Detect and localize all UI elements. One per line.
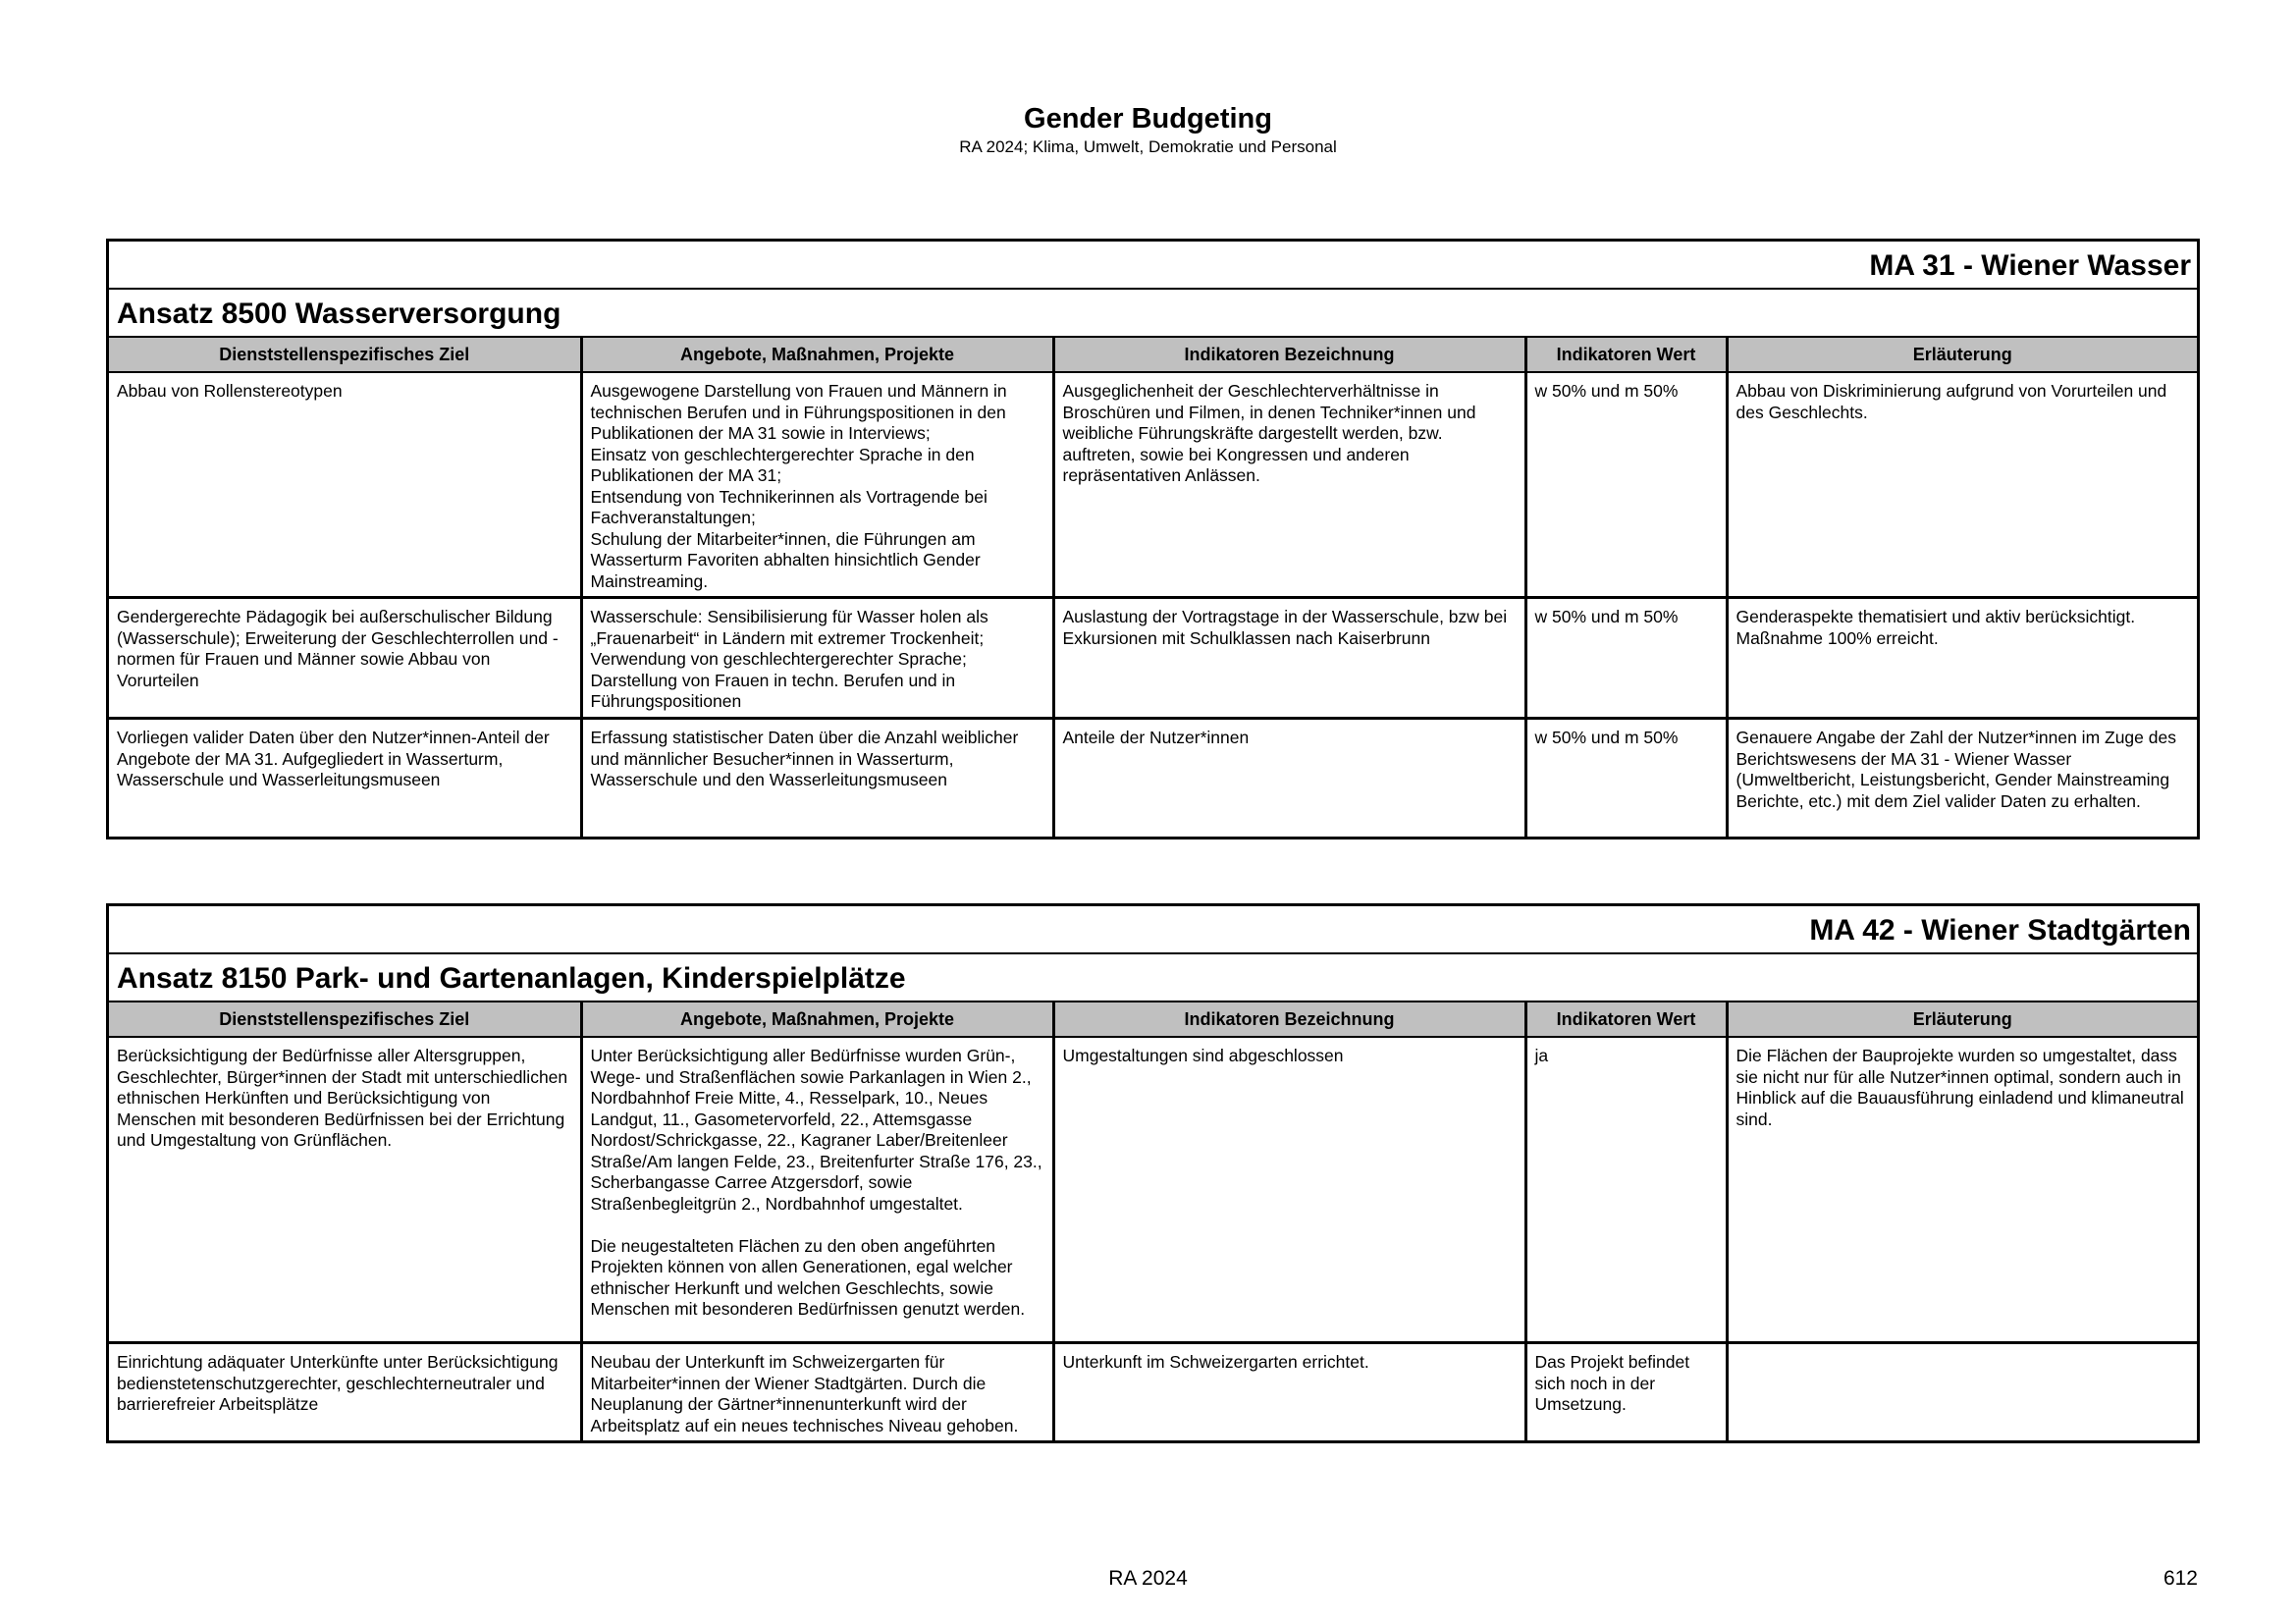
ansatz-title: Ansatz 8150 Park- und Gartenanlagen, Kinderspielplätze <box>109 954 2197 1002</box>
column-header-ziel: Dienststellenspezifisches Ziel <box>109 1002 581 1037</box>
cell-ziel: Vorliegen valider Daten über den Nutzer*innen-Anteil der Angebote der MA 31. Aufgegliedert in Wasserturm, Wasserschule und Wasserleitungsmuseen <box>109 719 581 838</box>
cell-wert: w 50% und m 50% <box>1525 598 1727 719</box>
cell-indikator: Umgestaltungen sind abgeschlossen <box>1053 1037 1525 1343</box>
cell-indikator: Unterkunft im Schweizergarten errichtet. <box>1053 1343 1525 1441</box>
cell-angebote: Erfassung statistischer Daten über die Anzahl weiblicher und männlicher Besucher*innen in Wasserturm, Wasserschule und den Wasserleitungsmuseen <box>581 719 1053 838</box>
table-row <box>109 1343 2197 1441</box>
cell-angebote: Unter Berücksichtigung aller Bedürfnisse wurden Grün-, Wege- und Straßenflächen sowie Parkanlagen in Wien 2., Nordbahnhof Freie Mitte, 4., Resselpark, 10., Neues Landgut, 11., Gasometervorfeld, 22., Attemsgasse Nordost/Schrickgasse, 22., Kagraner Laber/Breitenleer Straße/Am langen Felde, 23., Breitenfurter Straße 176, 23., Scherbangasse Carree Atzgersdorf, sowie Straßenbegleitgrün 2., Nordbahnhof umgestaltet. Die neugestalteten Flächen zu den oben angeführten Projekten können von allen Generationen, egal welcher ethnischer Herkunft und welchen Geschlechts, sowie Menschen mit besonderen Bedürfnissen genutzt werden. <box>581 1037 1053 1343</box>
cell-erlaeuterung: Abbau von Diskriminierung aufgrund von Vorurteilen und des Geschlechts. <box>1727 372 2197 598</box>
page-number: 612 <box>2163 1567 2198 1590</box>
cell-erlaeuterung: Genauere Angabe der Zahl der Nutzer*innen im Zuge des Berichtswesens der MA 31 - Wiener Wasser (Umweltbericht, Leistungsbericht, Gender Mainstreaming Berichte, etc.) mit dem Ziel valider Daten zu erhalten. <box>1735 728 2176 811</box>
table-header-row <box>109 1002 2197 1037</box>
cell-wert: w 50% und m 50% <box>1525 372 1727 598</box>
goals-table <box>109 1002 2197 1440</box>
page-title: Gender Budgeting <box>1024 103 1272 135</box>
cell-ziel: Abbau von Rollenstereotypen <box>109 372 581 598</box>
cell-ziel: Einrichtung adäquater Unterkünfte unter Berücksichtigung bedienstetenschutzgerechter, geschlechterneutraler und barrierefreier Arbeitsplätze <box>109 1343 581 1441</box>
cell-ziel: Gendergerechte Pädagogik bei außerschulischer Bildung (Wasserschule); Erweiterung der Geschlechterrollen und -normen für Frauen und Männer sowie Abbau von Vorurteilen <box>109 598 581 719</box>
column-header-indikator: Indikatoren Bezeichnung <box>1053 1002 1525 1037</box>
cell-ziel: Berücksichtigung der Bedürfnisse aller Altersgruppen, Geschlechter, Bürger*innen der Stadt mit unterschiedlichen ethnischen Herkünften und Berücksichtigung von Menschen mit besonderen Bedürfnissen bei der Errichtung und Umgestaltung von Grünflächen. <box>109 1037 581 1343</box>
section-ma42 <box>106 903 2200 1443</box>
column-header-indikator: Indikatoren Bezeichnung <box>1053 338 1525 372</box>
cell-angebote: Ausgewogene Darstellung von Frauen und Männern in technischen Berufen und in Führungspositionen in den Publikationen der MA 31 sowie in Interviews; Einsatz von geschlechtergerechter Sprache in den Publikationen der MA 31; Entsendung von Technikerinnen als Vortragende bei Fachveranstaltungen; Schulung der Mitarbeiter*innen, die Führungen am Wasserturm Favoriten abhalten hinsichtlich Gender Mainstreaming. <box>581 372 1053 598</box>
column-header-angebote: Angebote, Maßnahmen, Projekte <box>581 338 1053 372</box>
cell-angebote: Neubau der Unterkunft im Schweizergarten für Mitarbeiter*innen der Wiener Stadtgärten. Durch die Neuplanung der Gärtner*innenunterkunft wird der Arbeitsplatz auf ein neues technisches Niveau gehoben. <box>581 1343 1053 1441</box>
column-header-wert: Indikatoren Wert <box>1525 1002 1727 1037</box>
cell-erlaeuterung: Genderaspekte thematisiert und aktiv berücksichtigt. Maßnahme 100% erreicht. <box>1727 598 2197 719</box>
footer-report-label: RA 2024 <box>1108 1567 1188 1590</box>
ansatz-title: Ansatz 8500 Wasserversorgung <box>109 290 2197 338</box>
table-row <box>109 1037 2197 1343</box>
org-title: MA 31 - Wiener Wasser <box>109 242 2197 290</box>
org-title: MA 42 - Wiener Stadtgärten <box>109 906 2197 954</box>
column-header-erlaeuterung: Erläuterung <box>1727 1002 2197 1037</box>
column-header-wert: Indikatoren Wert <box>1525 338 1727 372</box>
cell-indikator: Anteile der Nutzer*innen <box>1053 719 1525 838</box>
column-header-angebote: Angebote, Maßnahmen, Projekte <box>581 1002 1053 1037</box>
column-header-erlaeuterung: Erläuterung <box>1727 338 2197 372</box>
section-ma31 <box>106 239 2200 839</box>
cell-wert: ja <box>1525 1037 1727 1343</box>
cell-indikator: Ausgeglichenheit der Geschlechterverhältnisse in Broschüren und Filmen, in denen Techniker*innen und weibliche Führungskräfte dargestellt werden, bzw. auftreten, sowie bei Kongressen und anderen repräsentativen Anlässen. <box>1053 372 1525 598</box>
cell-erlaeuterung: Die Flächen der Bauprojekte wurden so umgestaltet, dass sie nicht nur für alle Nutzer*innen optimal, sondern auch in Hinblick auf die Bauausführung einladend und klimaneutral sind. <box>1727 1037 2197 1343</box>
cell-erlaeuterung <box>1727 1343 2197 1441</box>
goals-table <box>109 338 2197 837</box>
column-header-ziel: Dienststellenspezifisches Ziel <box>109 338 581 372</box>
table-header-row <box>109 338 2197 372</box>
table-row <box>109 598 2197 719</box>
cell-wert: Das Projekt befindet sich noch in der Umsetzung. <box>1525 1343 1727 1441</box>
page-header <box>0 102 2296 157</box>
page-subtitle: RA 2024; Klima, Umwelt, Demokratie und Personal <box>959 137 1337 156</box>
cell-wert: w 50% und m 50% <box>1525 719 1727 838</box>
cell-indikator: Auslastung der Vortragstage in der Wasserschule, bzw bei Exkursionen mit Schulklassen nach Kaiserbrunn <box>1053 598 1525 719</box>
table-row <box>109 719 2197 838</box>
cell-angebote: Wasserschule: Sensibilisierung für Wasser holen als „Frauenarbeit“ in Ländern mit extremer Trockenheit; Verwendung von geschlechtergerechter Sprache; Darstellung von Frauen in techn. Berufen und in Führungspositionen <box>581 598 1053 719</box>
table-row <box>109 372 2197 598</box>
